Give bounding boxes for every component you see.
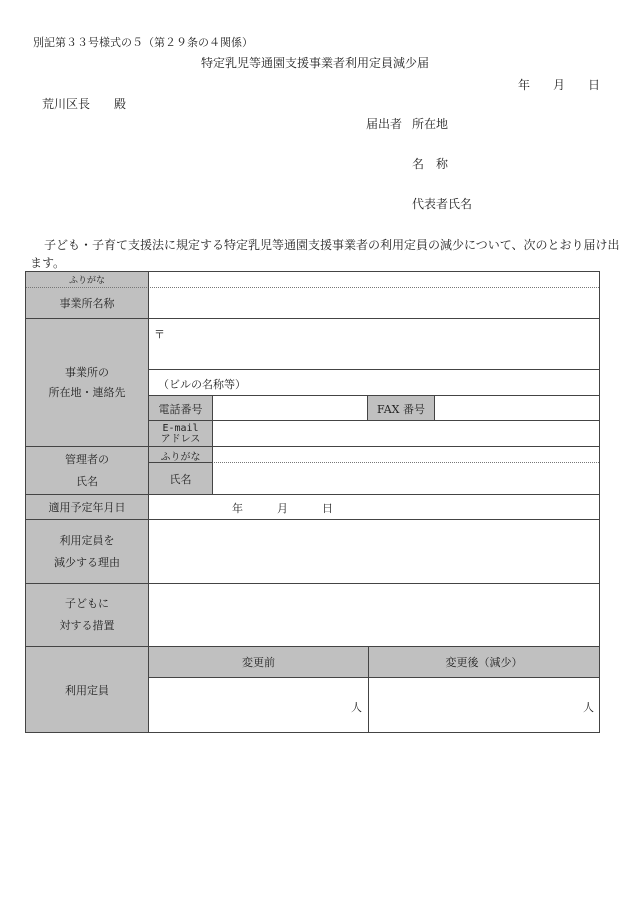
capacity-before-field[interactable] [149, 678, 368, 732]
fax-label: FAX 番号 [368, 396, 434, 421]
col-divider [367, 395, 368, 421]
submitter-name-label: 名 称 [412, 157, 449, 171]
furigana-label: ふりがな [68, 276, 105, 286]
manager-label-line1: 管理者の [65, 452, 109, 466]
email-label-line1: E-mail [162, 422, 199, 434]
office-name-field[interactable] [149, 288, 599, 318]
date-month-label: 月 [553, 78, 566, 92]
capacity-label: 利用定員 [65, 683, 109, 697]
manager-name-field[interactable] [213, 463, 599, 494]
measures-label-line1: 子どもに [65, 597, 109, 610]
apply-date-field[interactable] [149, 495, 599, 519]
capacity-before-header: 変更前 [242, 656, 275, 669]
manager-label [26, 447, 148, 494]
apply-day-label: 日 [322, 502, 333, 515]
office-name-label: 事業所名称 [59, 297, 115, 310]
submitter-representative-label: 代表者氏名 [412, 197, 473, 211]
reason-label-line2: 減少する理由 [54, 555, 120, 569]
honorific: 殿 [114, 97, 127, 111]
office-location-label-line2: 所在地・連絡先 [48, 385, 126, 399]
form-number: 別記第３３号様式の５（第２９条の４関係） [33, 36, 253, 49]
addressee: 荒川区長 [42, 97, 91, 111]
office-address-field[interactable] [149, 319, 599, 369]
office-location-label-line1: 事業所の [65, 365, 109, 379]
manager-furigana-label: ふりがな [149, 447, 212, 463]
apply-year-label: 年 [232, 502, 243, 515]
submitter-label: 届出者 [366, 117, 403, 131]
apply-date-label: 適用予定年月日 [48, 501, 126, 514]
measures-field[interactable] [149, 584, 599, 646]
phone-field[interactable] [213, 396, 367, 420]
reason-label-line1: 利用定員を [59, 533, 115, 547]
apply-month-label: 月 [277, 502, 288, 515]
building-note: （ビルの名称等） [158, 378, 246, 391]
capacity-after-header: 変更後（減少） [445, 656, 523, 669]
date-year-label: 年 [518, 78, 531, 92]
manager-label-line2: 氏名 [76, 474, 98, 488]
measures-label [26, 584, 148, 646]
measures-label-line2: 対する措置 [59, 619, 115, 632]
row-divider [148, 462, 212, 463]
body-text-line1: 子ども・子育て支援法に規定する特定乳児等通園支援事業者の利用定員の減少について、次のとおり届け出 [44, 238, 620, 252]
reason-label [26, 520, 148, 583]
building-name-field[interactable] [149, 370, 599, 395]
office-location-label [26, 319, 148, 446]
capacity-after-field[interactable] [369, 678, 599, 732]
capacity-after-unit: 人 [583, 701, 594, 714]
date-day-label: 日 [588, 78, 601, 92]
email-label-line2: アドレス [160, 433, 201, 445]
body-text-line2: ます。 [30, 256, 66, 270]
capacity-before-unit: 人 [351, 701, 362, 714]
office-name-furigana-field[interactable] [149, 273, 599, 287]
reason-field[interactable] [149, 520, 599, 583]
phone-label: 電話番号 [149, 396, 212, 421]
submitter-address-label: 所在地 [412, 117, 449, 131]
form-title: 特定乳児等通園支援事業者利用定員減少届 [200, 56, 429, 70]
manager-furigana-field[interactable] [213, 447, 599, 462]
fax-field[interactable] [435, 396, 599, 420]
postal-mark: 〒 [154, 328, 165, 341]
email-field[interactable] [213, 421, 599, 446]
manager-name-label: 氏名 [149, 463, 212, 494]
